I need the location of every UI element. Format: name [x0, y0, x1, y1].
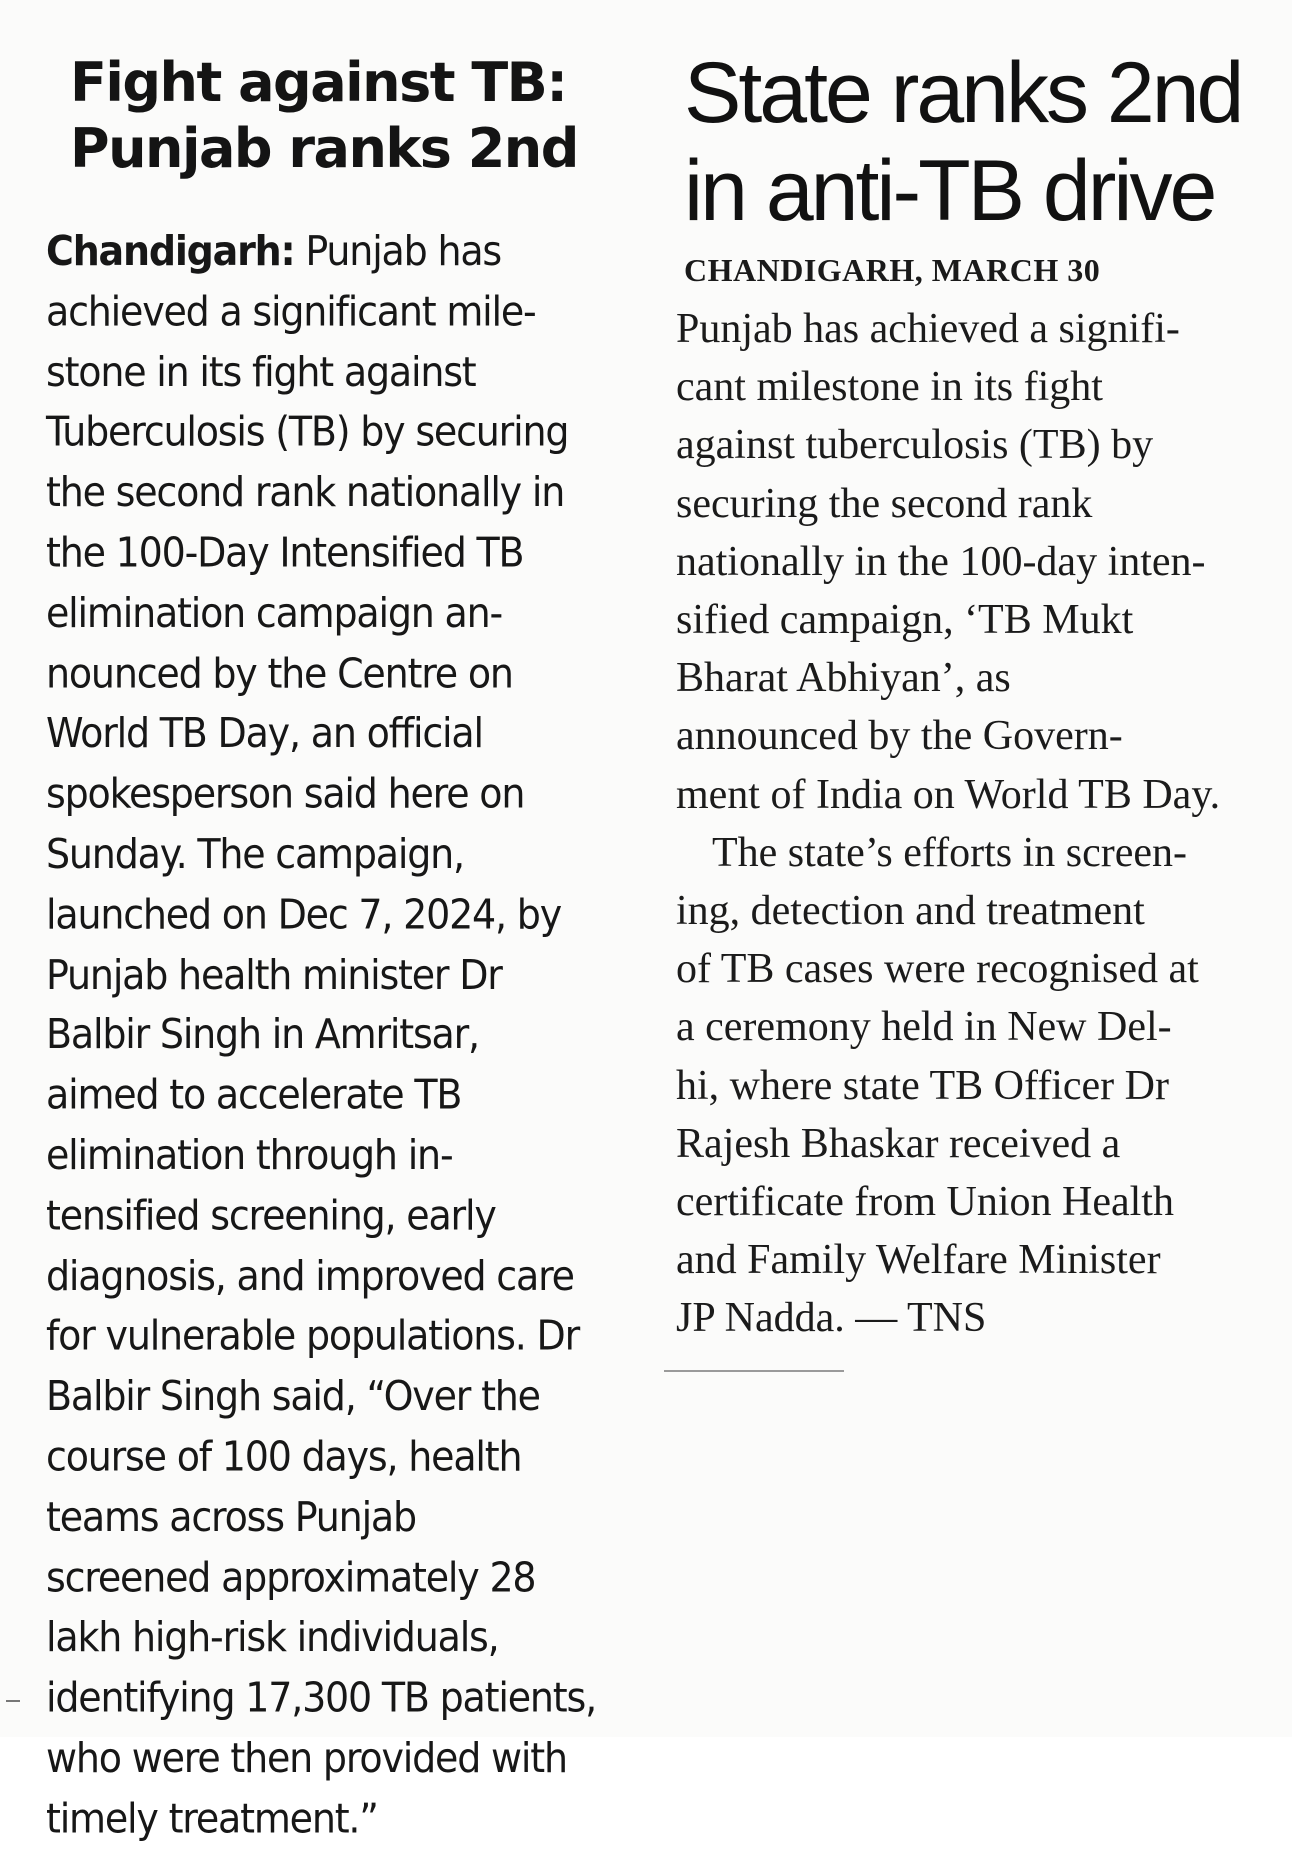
right-body-line: Punjab has achieved a signifi-	[676, 306, 1180, 352]
right-body-line: hi, where state TB Officer Dr	[676, 1062, 1169, 1109]
left-body-line: achieved a significant mile-	[46, 287, 536, 336]
left-body-line: diagnosis, and improved care	[46, 1251, 574, 1300]
right-body-line: JP Nadda. — TNS	[676, 1295, 987, 1342]
left-body-line: tensified screening, early	[46, 1191, 496, 1240]
right-body-line: The state’s efforts in screen-	[712, 829, 1188, 876]
left-body-line: the 100-Day Intensified TB	[46, 528, 524, 577]
right-body-line: Bharat Abhiyan’, as	[676, 655, 1011, 702]
left-dateline: Chandigarh:	[46, 227, 295, 275]
left-article-body	[46, 222, 646, 1849]
article-end-rule	[664, 1370, 844, 1372]
left-body-line: Sunday. The campaign,	[46, 830, 464, 878]
left-body-line: who were then provided with	[46, 1733, 567, 1782]
left-body-line: nounced by the Centre on	[46, 649, 513, 697]
left-body-line: for vulnerable populations. Dr	[46, 1312, 580, 1360]
right-body-line: cant milestone in its fight	[676, 364, 1103, 411]
left-article	[36, 40, 636, 1842]
left-body-line: launched on Dec 7, 2024, by	[46, 890, 562, 938]
left-headline-line-2: Punjab ranks 2nd	[70, 117, 578, 180]
left-body-line: Tuberculosis (TB) by securing	[46, 408, 569, 456]
right-body-line: against tuberculosis (TB) by	[676, 422, 1154, 469]
right-body-line: certificate from Union Health	[676, 1179, 1174, 1226]
left-body-line: aimed to accelerate TB	[46, 1071, 462, 1119]
left-first-line-text: Punjab has	[294, 227, 502, 275]
left-body-line: World TB Day, an official	[46, 709, 483, 758]
right-body-line: nationally in the 100-day inten-	[676, 538, 1206, 585]
left-body-line: teams across Punjab	[46, 1492, 416, 1541]
left-body-line: screened approximately 28	[46, 1553, 536, 1601]
right-headline-line-1: State ranks 2nd	[684, 45, 1242, 141]
left-body-line: lakh high-risk individuals,	[46, 1613, 499, 1661]
right-body-line: sified campaign, ‘TB Mukt	[676, 597, 1134, 644]
right-body-line: ment of India on World TB Day.	[676, 771, 1221, 818]
right-body-line: announced by the Govern-	[676, 713, 1123, 760]
left-body-line: elimination through in-	[46, 1131, 453, 1179]
left-headline-line-1: Fight against TB:	[70, 51, 567, 114]
right-body-line: ing, detection and treatment	[676, 888, 1145, 935]
left-body-line: Balbir Singh said, “Over the	[46, 1372, 540, 1420]
right-headline-line-2: in anti-TB drive	[684, 143, 1215, 239]
right-article-body	[676, 300, 1282, 1348]
left-body-line: Balbir Singh in Amritsar,	[46, 1010, 479, 1059]
right-article	[664, 40, 1284, 1400]
right-body-line: a ceremony held in New Del-	[676, 1004, 1172, 1051]
left-body-line: identifying 17,300 TB patients,	[46, 1673, 596, 1722]
left-body-line: timely treatment.”	[46, 1794, 378, 1842]
left-body-line: Punjab health minister Dr	[46, 950, 502, 999]
right-body-line: Rajesh Bhaskar received a	[676, 1120, 1121, 1167]
edge-mark	[6, 1700, 20, 1702]
left-body-line	[46, 222, 646, 282]
right-body-line: securing the second rank	[676, 480, 1093, 527]
left-headline	[70, 50, 630, 182]
right-body-line: of TB cases were recognised at	[676, 946, 1199, 993]
left-body-line: course of 100 days, health	[46, 1432, 522, 1481]
left-body-line: the second rank nationally in	[46, 468, 565, 516]
right-body-line: and Family Welfare Minister	[676, 1237, 1161, 1284]
left-body-line: elimination campaign an-	[46, 588, 503, 637]
left-body-line: stone in its fight against	[46, 347, 476, 396]
right-dateline: CHANDIGARH, MARCH 30	[684, 252, 1101, 288]
left-body-line: spokesperson said here on	[46, 769, 525, 818]
right-headline	[684, 44, 1284, 240]
